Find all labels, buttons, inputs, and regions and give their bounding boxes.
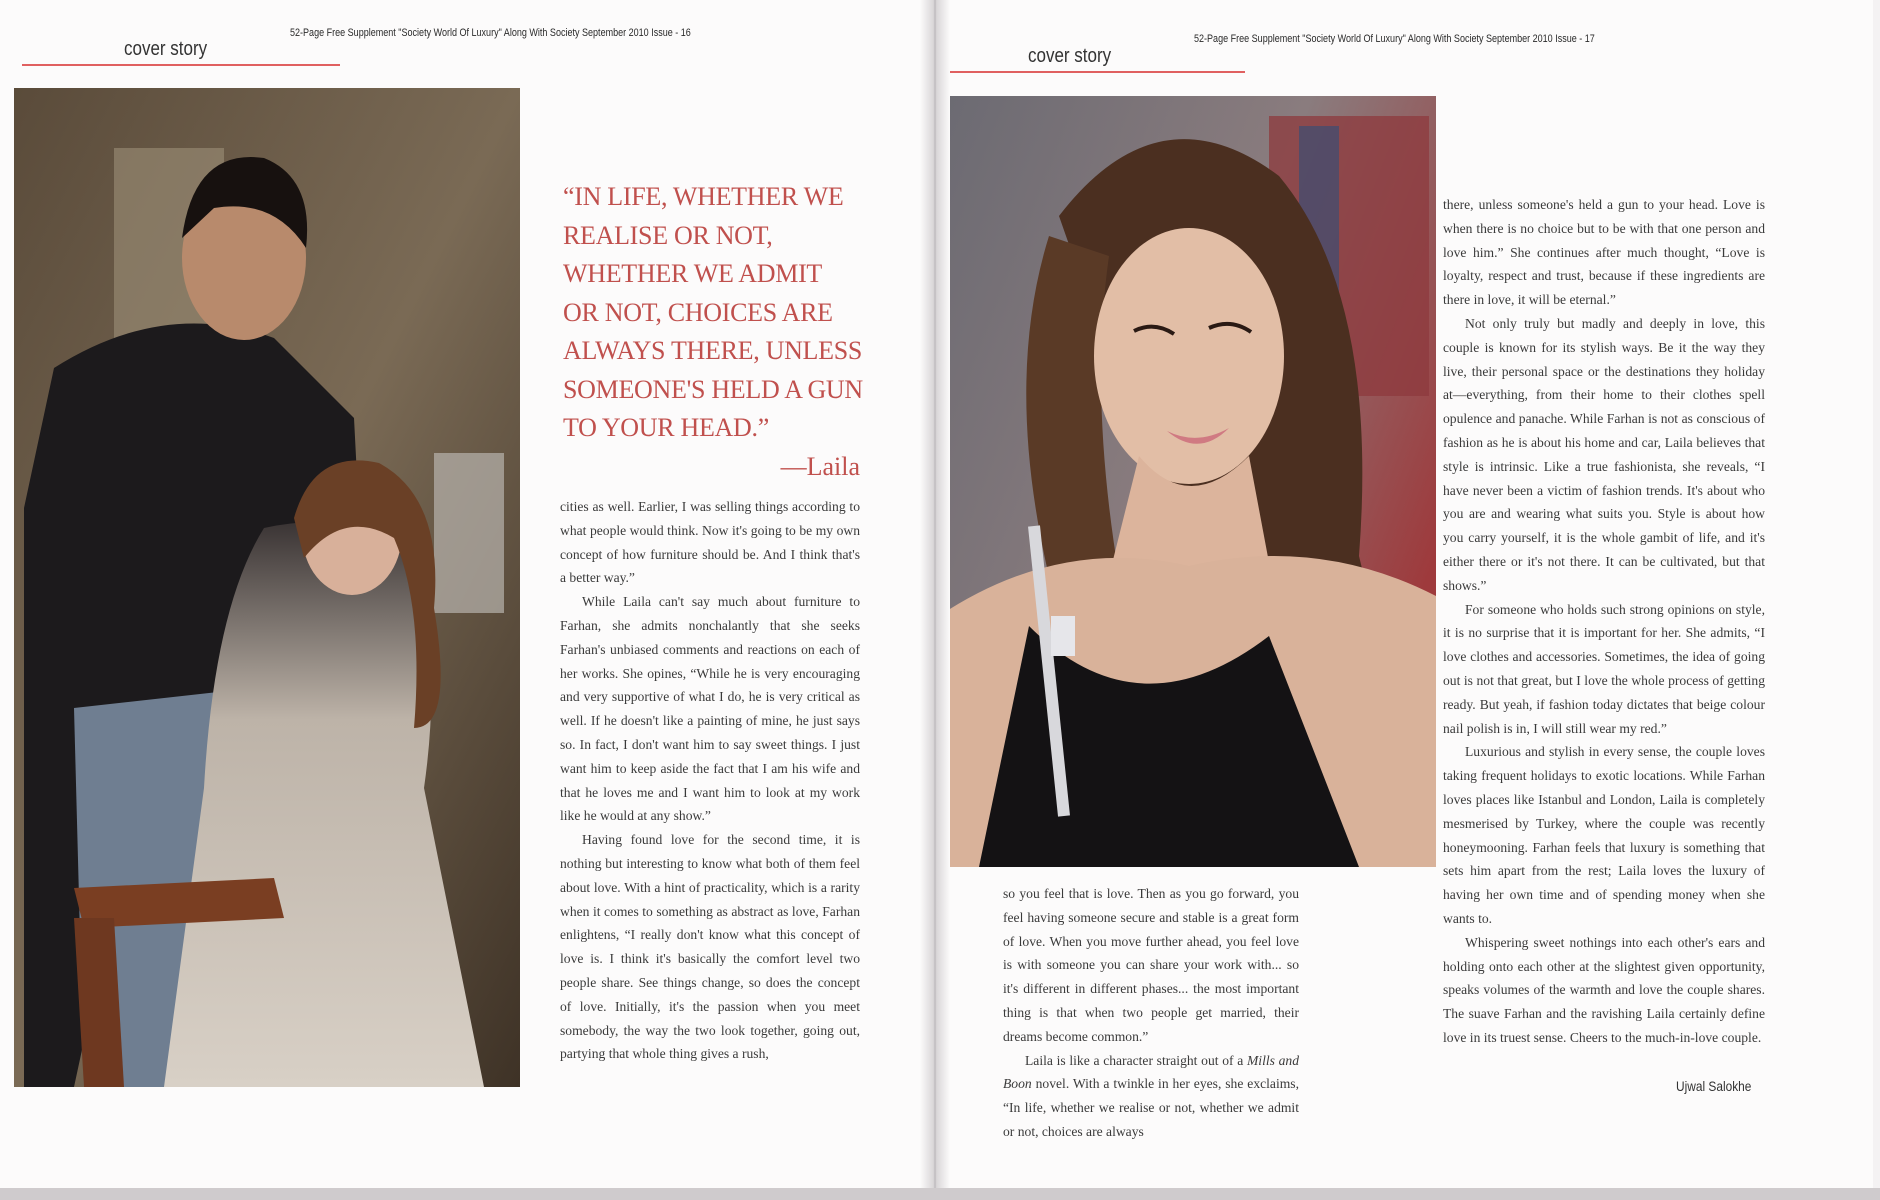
pull-quote: “IN LIFE, WHETHER WE REALISE OR NOT, WHETHER WE ADMIT OR NOT, CHOICES ARE ALWAYS THERE, UNLESS SOMEONE'S HELD A GUN TO YOUR HEAD.” <box>563 182 863 442</box>
laila-portrait-image <box>939 96 1436 867</box>
book-title: Mills and Boon <box>1003 1052 1299 1092</box>
left-column <box>560 495 860 1066</box>
author-byline: Ujwal Salokhe <box>1676 1078 1752 1094</box>
section-rule <box>22 64 340 66</box>
page-gutter <box>920 0 950 1200</box>
right-page <box>935 0 1873 1200</box>
paragraph-text: novel. With a twinkle in her eyes, she exclaims, “In life, whether we realise or not, whether we admit or not, choices are always <box>1003 1076 1299 1139</box>
paragraph: so you feel that is love. Then as you go forward, you feel having someone secure and stable is a great form of love. When you move further ahead, you feel love is with someone you can share your work with... so it's different in different phases... the most important thing is that when two people get married, their dreams become common.” <box>1003 886 1299 1044</box>
paragraph: Luxurious and stylish in every sense, the couple loves taking frequent holidays to exotic locations. While Farhan loves places like Istanbul and London, Laila is completely mesmerised by Turkey, where the couple was recently honeymooning. Farhan feels that luxury is something that sets him apart from the rest; Laila loves the luxury of having her own time and of spending money when she wants to. <box>1443 744 1765 926</box>
paragraph: Having found love for the second time, it is nothing but interesting to know what both of them feel about love. With a hint of practicality, which is a rarity when it comes to something as abstract as love, Farhan enlightens, “I really don't know what this concept of love is. I think it's basically the comfort level two people share. See things change, so does the concept of love. Initially, it's the passion when you meet somebody, the way the two look together, going out, partying that whole thing gives a rush, <box>560 832 860 1062</box>
couple-photo <box>14 88 520 1087</box>
page-edge-shadow <box>0 1188 1880 1200</box>
laila-portrait-photo <box>939 96 1436 867</box>
paragraph: cities as well. Earlier, I was selling things according to what people would think. Now it's going to be my own concept of how furniture should be. And I think that's a better way.” <box>560 499 860 586</box>
section-label: cover story <box>1028 45 1112 67</box>
paragraph <box>1003 1049 1299 1144</box>
left-page <box>0 0 930 1200</box>
paragraph-text: Laila is like a character straight out of a <box>1025 1052 1247 1068</box>
pull-quote-attribution: —Laila <box>780 452 860 481</box>
section-label: cover story <box>124 38 208 60</box>
right-column-lower <box>1003 882 1299 1144</box>
paragraph: there, unless someone's held a gun to your head. Love is when there is no choice but to be with that one person and love him.” She continues after much thought, “Love is loyalty, respect and trust, because if these ingredients are there in love, it will be eternal.” <box>1443 197 1765 308</box>
right-column-upper <box>1443 193 1765 1050</box>
paragraph: Not only truly but madly and deeply in love, this couple is known for its stylish ways. Be it the way they live, their personal space or the destinations they holiday at—everything, from their home to their clothes spell opulence and panache. While Farhan is not as conscious of fashion as he is about his home and car, Laila believes that style is intrinsic. Like a true fashionista, she reveals, “I have never been a victim of fashion trends. It's about who you are and wearing what suits you. Style is about how you carry yourself, it is the whole gambit of life, and it's either there or it's not there. It can be cultivated, but that shows.” <box>1443 315 1765 593</box>
issue-line: 52-Page Free Supplement "Society World Of Luxury" Along With Society September 2010 Issue - 16 <box>290 27 691 39</box>
issue-line: 52-Page Free Supplement "Society World Of Luxury" Along With Society September 2010 Issue - 17 <box>1194 33 1595 45</box>
paragraph: While Laila can't say much about furniture to Farhan, she admits nonchalantly that she seeks Farhan's unbiased comments and reactions on each of her works. She opines, “While he is very encouraging and very supportive of what I do, he is very critical as well. If he doesn't like a painting of mine, he just says so. In fact, I don't want him to say sweet things. I just want him to keep aside the fact that I am his wife and that he loves me and I want him to look at my work like he would at any show.” <box>560 594 860 824</box>
couple-photo-image <box>14 88 520 1087</box>
paragraph: For someone who holds such strong opinions on style, it is no surprise that it is important for her. She admits, “I love clothes and accessories. Sometimes, the idea of going out is not that great, but I love the whole process of getting ready. But yeah, if fashion today dictates that beige colour nail polish is in, I will still wear my red.” <box>1443 601 1765 736</box>
section-rule <box>945 71 1245 73</box>
paragraph: Whispering sweet nothings into each other's ears and holding onto each other at the slightest given opportunity, speaks volumes of the warmth and love the couple shares. The suave Farhan and the ravishing Laila certainly define love in its truest sense. Cheers to the much-in-love couple. <box>1443 934 1765 1045</box>
